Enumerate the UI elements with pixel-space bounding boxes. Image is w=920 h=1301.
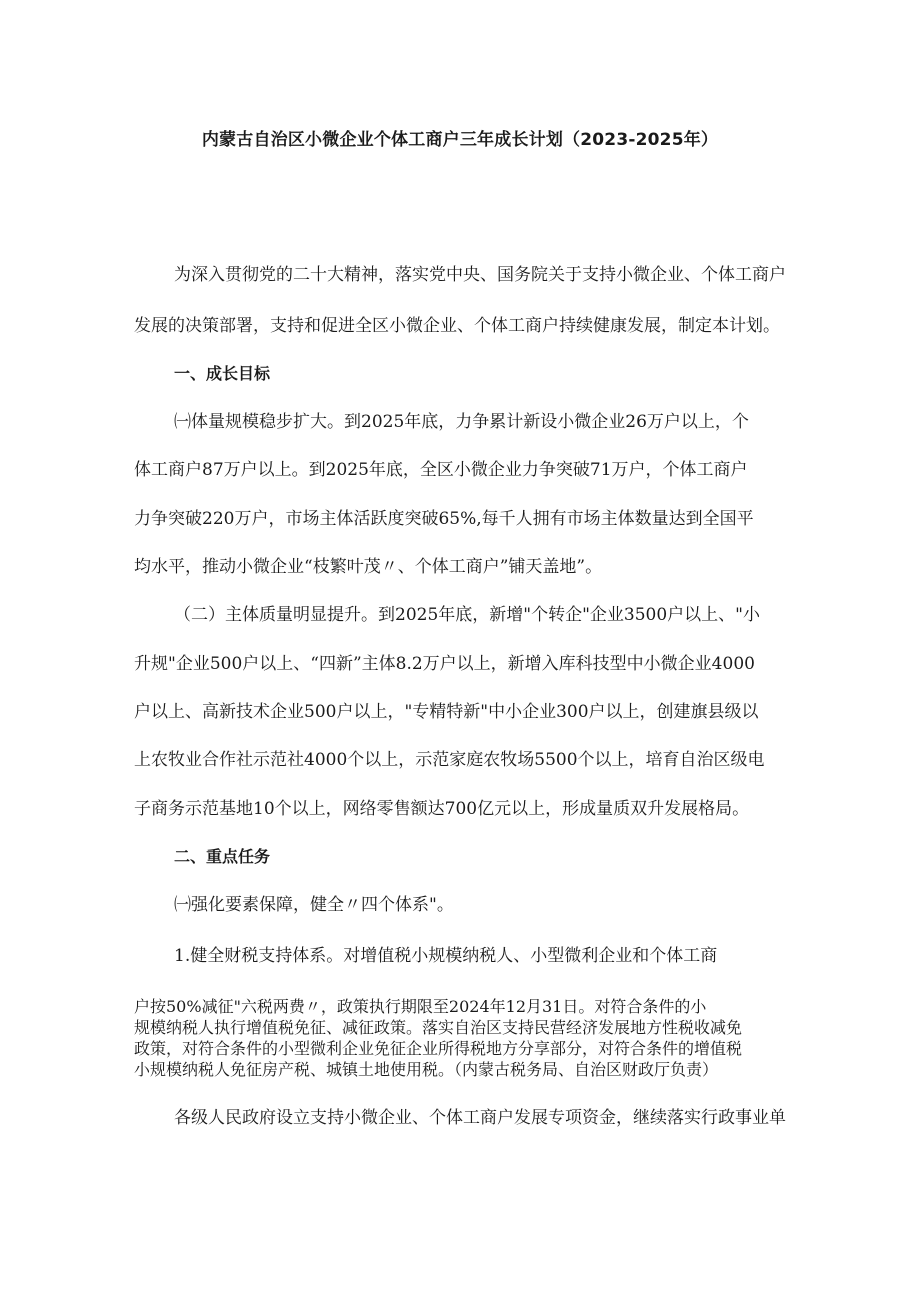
item2-line-3: 户以上、高新技术企业500户以上，"专精特新"中小企业300户以上，创建旗县级以 (134, 702, 759, 722)
last-line: 各级人民政府设立支持小微企业、个体工商户发展专项资金，继续落实行政事业单 (174, 1108, 786, 1128)
item2-line-1: （二）主体质量明显提升。到2025年底，新增"个转企"企业3500户以上、"小 (174, 605, 760, 625)
section-heading-tasks: 二、重点任务 (174, 847, 271, 866)
point1-line-1: 1.健全财税支持体系。对增值税小规模纳税人、小型微利企业和个体工商 (174, 946, 718, 966)
point1-cont-line-2: 规模纳税人执行增值税免征、减征政策。落实自治区支持民营经济发展地方性税收减免 (134, 1018, 743, 1037)
document-title: 内蒙古自治区小微企业个体工商户三年成长计划（2023-2025年） (201, 130, 719, 150)
item1-line-2: 体工商户87万户以上。到2025年底，全区小微企业力争突破71万户，个体工商户 (134, 460, 748, 480)
item2-line-2: 升规"企业500户以上、“四新”主体8.2万户以上，新增入库科技型中小微企业4000 (134, 654, 755, 674)
item1-line-1: ㈠体量规模稳步扩大。到2025年底，力争累计新设小微企业26万户以上，个 (174, 412, 749, 432)
subheading-1: ㈠强化要素保障，健全〃四个体系"。 (174, 895, 454, 915)
intro-line-1: 为深入贯彻党的二十大精神，落实党中央、国务院关于支持小微企业、个体工商户 (174, 265, 786, 285)
item2-line-5: 子商务示范基地10个以上，网络零售额达700亿元以上，形成量质双升发展格局。 (134, 799, 750, 819)
point1-cont-line-3: 政策，对符合条件的小型微利企业免征企业所得税地方分享部分，对符合条件的增值税 (134, 1039, 743, 1058)
item1-line-4: 均水平，推动小微企业“枝繁叶茂〃、个体工商户”铺天盖地”。 (134, 557, 603, 577)
point1-continuation (134, 996, 794, 1080)
section-heading-goals: 一、成长目标 (174, 364, 271, 383)
item1-line-3: 力争突破220万户，市场主体活跃度突破65%,每千人拥有市场主体数量达到全国平 (134, 509, 754, 529)
point1-cont-line-1: 户按50%减征"六税两费〃，政策执行期限至2024年12月31日。对符合条件的小 (134, 997, 707, 1016)
item2-line-4: 上农牧业合作社示范社4000个以上，示范家庭农牧场5500个以上，培育自治区级电 (134, 750, 765, 770)
intro-line-2: 发展的决策部署，支持和促进全区小微企业、个体工商户持续健康发展，制定本计划。 (134, 316, 780, 336)
point1-cont-line-4: 小规模纳税人免征房产税、城镇土地使用税。（内蒙古税务局、自治区财政厅负责） (134, 1060, 719, 1079)
